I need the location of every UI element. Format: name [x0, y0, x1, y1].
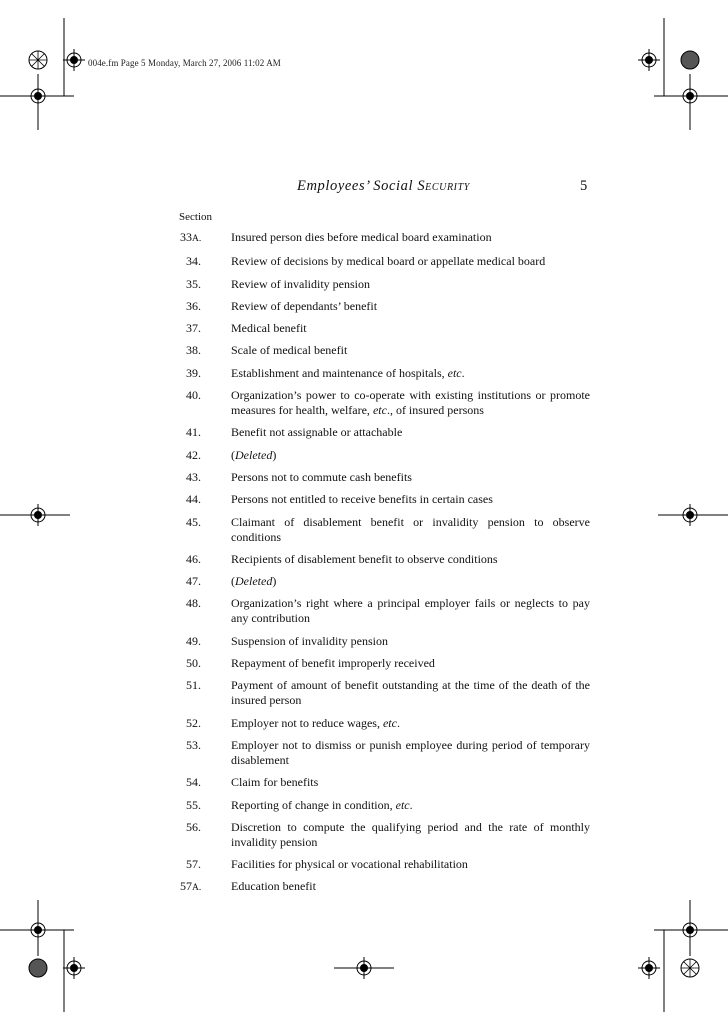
section-number [176, 879, 231, 896]
section-number [176, 366, 231, 381]
section-number-suffix: A. [192, 883, 202, 894]
section-number [176, 448, 231, 463]
section-title-text: Organization’s right where a principal employer fails or neglects to pay any contribution [231, 596, 590, 626]
section-title [231, 277, 590, 292]
section-number [176, 857, 231, 872]
section-title-text: Employer not to reduce wages, [231, 715, 383, 730]
section-title [231, 343, 590, 358]
section-number-text: 41. [186, 425, 201, 440]
section-number [176, 515, 231, 545]
section-number-text: 57. [186, 857, 201, 872]
section-title [231, 634, 590, 649]
section-number-text: 56. [186, 819, 201, 834]
section-number [176, 738, 231, 768]
section-title [231, 574, 590, 589]
section-title-italic: Deleted [235, 574, 273, 589]
section-number-text: 44. [186, 492, 201, 507]
top-right-registration-marks [568, 0, 728, 130]
toc-row [176, 574, 590, 589]
section-number [176, 343, 231, 358]
section-number-text: 57 [180, 879, 192, 894]
section-number [176, 820, 231, 850]
section-title-text: . [461, 365, 465, 380]
toc-row [176, 857, 590, 872]
section-number [176, 574, 231, 589]
section-title-text: ( [231, 574, 235, 589]
toc-row [176, 425, 590, 440]
bottom-center-registration-mark [334, 950, 394, 990]
section-number-text: 43. [186, 469, 201, 484]
section-title-text: Scale of medical benefit [231, 343, 348, 358]
table-of-contents [176, 230, 590, 904]
section-title [231, 366, 590, 381]
section-number [176, 656, 231, 671]
section-number [176, 552, 231, 567]
section-title-text: ., of insured persons [386, 403, 484, 418]
toc-row [176, 470, 590, 485]
section-title [231, 716, 590, 731]
section-title [231, 321, 590, 336]
toc-row [176, 678, 590, 708]
section-title-text: ) [272, 574, 277, 589]
toc-row [176, 656, 590, 671]
section-title [231, 678, 590, 708]
right-center-registration-mark [648, 490, 728, 540]
section-title-text: ( [231, 447, 235, 462]
section-number [176, 634, 231, 649]
section-title [231, 448, 590, 463]
section-number-text: 37. [186, 321, 201, 336]
section-number [176, 775, 231, 790]
section-title [231, 596, 590, 626]
section-title-text: Organization’s power to co-operate with existing institutions or promote measures for health, welfare, [231, 388, 590, 418]
section-number-text: 35. [186, 276, 201, 291]
section-title-text: ) [272, 447, 277, 462]
section-number-text: 46. [186, 551, 201, 566]
toc-row [176, 775, 590, 790]
section-title-italic: Deleted [235, 447, 273, 462]
section-title [231, 552, 590, 567]
section-title-text: Facilities for physical or vocational rehabilitation [231, 857, 468, 872]
section-title-italic: etc [447, 365, 462, 380]
section-title-italic: etc [372, 403, 387, 418]
left-center-registration-mark [0, 490, 80, 540]
toc-row [176, 820, 590, 850]
section-number-text: 38. [186, 343, 201, 358]
section-number-text: 53. [186, 737, 201, 752]
section-title-text: Claim for benefits [231, 775, 319, 790]
top-left-registration-marks [0, 0, 160, 130]
section-number [176, 596, 231, 626]
section-title [231, 738, 590, 768]
section-number-text: 36. [186, 298, 201, 313]
toc-row [176, 230, 590, 247]
section-title [231, 388, 590, 418]
toc-row [176, 254, 590, 269]
toc-row [176, 321, 590, 336]
section-title-text: Reporting of change in condition, [231, 797, 396, 812]
section-title-text: Review of invalidity pension [231, 276, 370, 291]
section-title-text: Suspension of invalidity pension [231, 633, 388, 648]
section-number-text: 48. [186, 596, 201, 611]
toc-row [176, 798, 590, 813]
section-title [231, 775, 590, 790]
section-title-italic: etc [382, 715, 397, 730]
section-number-text: 45. [186, 514, 201, 529]
section-number [176, 678, 231, 708]
toc-row [176, 716, 590, 731]
section-number [176, 798, 231, 813]
section-number-text: 34. [186, 254, 201, 269]
section-title [231, 230, 590, 247]
page-number: 5 [580, 178, 588, 194]
section-number [176, 470, 231, 485]
section-title-text: Claimant of disablement benefit or invalidity pension to observe conditions [231, 514, 590, 544]
section-title-text: Discretion to compute the qualifying period and the rate of monthly invalidity pension [231, 819, 590, 849]
section-title [231, 656, 590, 671]
section-title-text: . [396, 715, 400, 730]
section-column-label: Section [179, 211, 212, 223]
section-number-text: 47. [186, 574, 201, 589]
section-number [176, 299, 231, 314]
section-number-text: 52. [186, 715, 201, 730]
section-number-text: 49. [186, 633, 201, 648]
section-title [231, 470, 590, 485]
section-title [231, 820, 590, 850]
section-number-text: 55. [186, 797, 201, 812]
section-number [176, 321, 231, 336]
section-title [231, 299, 590, 314]
section-title-text: Recipients of disablement benefit to observe conditions [231, 551, 498, 566]
section-title-text: Review of dependants’ benefit [231, 298, 378, 313]
bottom-left-registration-marks [0, 900, 160, 1030]
toc-row [176, 366, 590, 381]
section-title-text: Benefit not assignable or attachable [231, 425, 403, 440]
section-number-text: 51. [186, 678, 201, 693]
section-title-text: Review of decisions by medical board or appellate medical board [231, 254, 546, 269]
section-title-text: . [409, 797, 413, 812]
toc-row [176, 596, 590, 626]
section-title-text: Repayment of benefit improperly received [231, 656, 435, 671]
section-title-text: Education benefit [231, 879, 316, 894]
toc-row [176, 552, 590, 567]
section-title [231, 798, 590, 813]
toc-row [176, 515, 590, 545]
section-title-text: Persons not entitled to receive benefits in certain cases [231, 492, 493, 507]
section-number [176, 716, 231, 731]
toc-row [176, 299, 590, 314]
toc-row [176, 879, 590, 896]
running-header [297, 178, 470, 195]
bottom-right-registration-marks [568, 900, 728, 1030]
toc-row [176, 277, 590, 292]
section-number [176, 425, 231, 440]
section-title-text: Persons not to commute cash benefits [231, 469, 412, 484]
section-number-text: 40. [186, 388, 201, 403]
section-number [176, 254, 231, 269]
section-number-text: 42. [186, 447, 201, 462]
section-number-suffix: A. [192, 234, 202, 244]
section-title [231, 425, 590, 440]
section-title-text: Establishment and maintenance of hospitals, [231, 365, 448, 380]
section-number-text: 39. [186, 365, 201, 380]
toc-row [176, 343, 590, 358]
toc-row [176, 448, 590, 463]
section-title [231, 492, 590, 507]
section-number-text: 50. [186, 656, 201, 671]
section-title-text: Insured person dies before medical board examination [231, 230, 492, 244]
print-slug: 004e.fm Page 5 Monday, March 27, 2006 11:02 AM [88, 58, 281, 68]
section-number-text: 54. [186, 775, 201, 790]
section-number-text: 33 [180, 230, 192, 244]
section-title [231, 857, 590, 872]
section-number [176, 492, 231, 507]
toc-row [176, 492, 590, 507]
toc-row [176, 634, 590, 649]
toc-row [176, 738, 590, 768]
section-title-italic: etc [395, 797, 410, 812]
section-number [176, 277, 231, 292]
section-title [231, 515, 590, 545]
section-title-text: Payment of amount of benefit outstanding at the time of the death of the insured person [231, 678, 590, 708]
section-title-text: Medical benefit [231, 321, 307, 336]
section-title-text: Employer not to dismiss or punish employee during period of temporary disablement [231, 737, 590, 767]
header-title-main: Employees’ Social [297, 178, 418, 194]
section-title [231, 879, 590, 896]
toc-row [176, 388, 590, 418]
header-title-smallcaps: Security [417, 178, 470, 194]
section-number [176, 388, 231, 418]
section-number [176, 230, 231, 247]
section-title [231, 254, 590, 269]
